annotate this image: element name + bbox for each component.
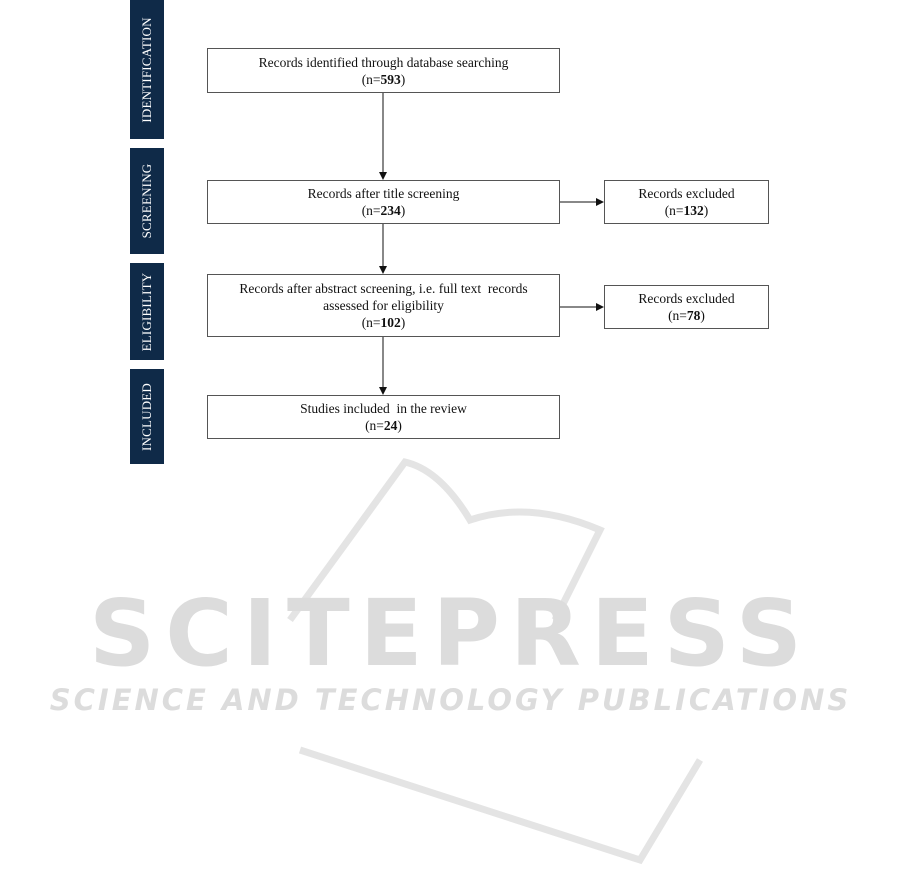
box-included-count: (n=24) [365,418,402,433]
box-excl1-label: Records excluded [638,186,735,201]
box-abstract-count: (n=102) [361,315,406,330]
box-records-abstract-screening [207,274,560,337]
box-records-title-screening [207,180,560,224]
stage-eligibility-text: ELIGIBILITY [139,272,154,351]
box-screened-count: (n=234) [361,203,406,218]
box-included-label: Studies included in the review [300,401,467,416]
box-screened-label: Records after title screening [307,186,460,201]
box-records-excluded-abstract [604,285,769,329]
stage-identification-text: IDENTIFICATION [139,16,154,123]
box-records-excluded-title [604,180,769,224]
box-studies-included [207,395,560,439]
watermark-sub-text: SCIENCE AND TECHNOLOGY PUBLICATIONS [49,683,852,717]
box-excl1-count: (n=132) [664,203,709,218]
box-identified-count: (n=593) [361,71,406,87]
stage-included-text: INCLUDED [139,382,154,451]
stage-screening-text: SCREENING [139,163,154,239]
box-excl2-label: Records excluded [638,291,735,306]
box-abstract-label-line2: assessed for eligibility [323,298,444,313]
box-identified-label: Records identified through database searching [258,54,509,70]
box-abstract-label-line1: Records after abstract screening, i.e. full text records [239,281,528,296]
box-excl2-count: (n=78) [668,308,705,323]
watermark-main-text: SCITEPRESS [88,580,813,687]
box-records-identified [207,48,560,93]
